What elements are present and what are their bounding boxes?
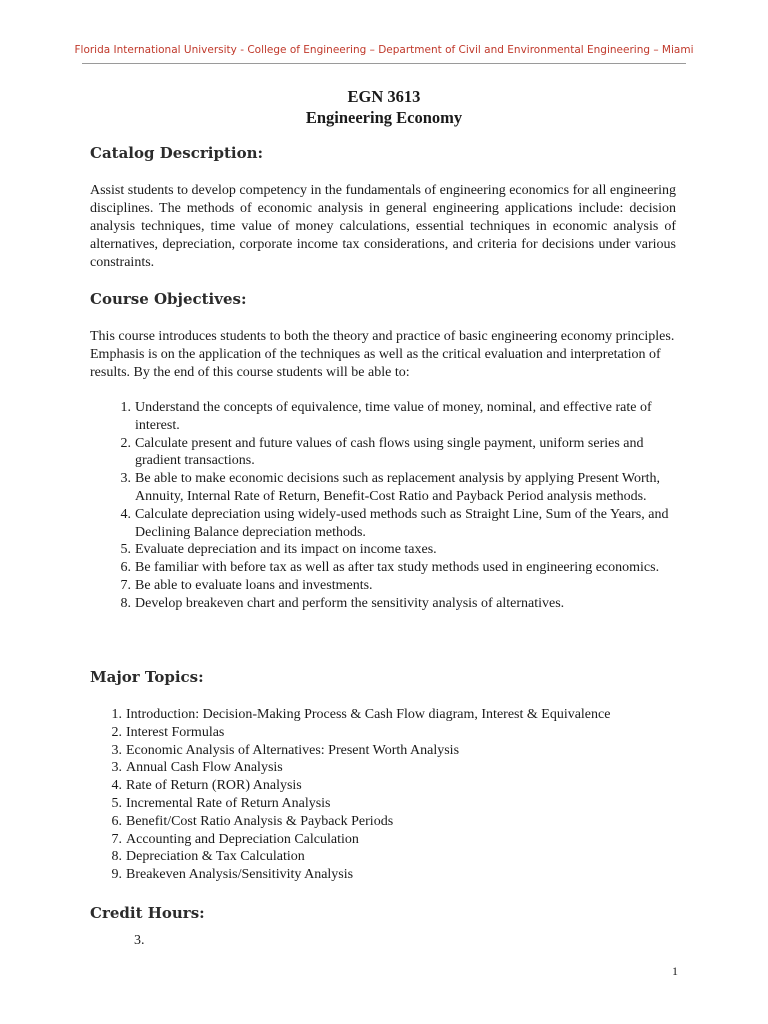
list-item-text: Evaluate depreciation and its impact on income taxes. bbox=[135, 542, 437, 558]
course-code: EGN 3613 bbox=[347, 87, 421, 106]
list-item-text: Incremental Rate of Return Analysis bbox=[126, 795, 331, 811]
list-item bbox=[111, 724, 676, 742]
list-item-number: 9. bbox=[111, 867, 122, 883]
list-item bbox=[120, 470, 676, 506]
list-item bbox=[111, 813, 676, 831]
list-item-text: Breakeven Analysis/Sensitivity Analysis bbox=[126, 867, 354, 883]
list-item-number: 7. bbox=[120, 577, 131, 593]
list-item-number: 3. bbox=[111, 742, 122, 758]
list-item bbox=[111, 831, 676, 849]
credit-hours-value: 3. bbox=[134, 933, 145, 948]
course-title-block bbox=[0, 86, 768, 128]
list-item-text: Develop breakeven chart and perform the sensitivity analysis of alternatives. bbox=[135, 595, 565, 611]
topics-list bbox=[111, 706, 676, 884]
list-item-number: 6. bbox=[111, 813, 122, 829]
credit-hours-heading: Credit Hours: bbox=[90, 904, 205, 922]
list-item-text: Understand the concepts of equivalence, time value of money, nominal, and effective rate of interest. bbox=[135, 400, 652, 433]
list-item-number: 8. bbox=[120, 595, 131, 611]
list-item-number: 2. bbox=[111, 724, 122, 740]
list-item-number: 5. bbox=[111, 795, 122, 811]
list-item bbox=[120, 399, 676, 435]
header-divider bbox=[82, 63, 686, 64]
catalog-heading: Catalog Description: bbox=[90, 144, 264, 162]
list-item bbox=[111, 706, 676, 724]
list-item bbox=[111, 795, 676, 813]
list-item-number: 3. bbox=[120, 471, 131, 487]
list-item-number: 2. bbox=[120, 435, 131, 451]
catalog-description: Assist students to develop competency in the fundamentals of engineering economics for all engineering disciplines. The methods of economic analysis in general engineering applications include: decision analysis techniques, time value of money calculations, essential techniques in economic analysis of alternatives, depreciation, corporate income tax considerations, and criteria for decisions under various constraints. bbox=[90, 183, 676, 270]
list-item-number: 8. bbox=[111, 849, 122, 865]
list-item bbox=[111, 848, 676, 866]
list-item-number: 4. bbox=[111, 778, 122, 794]
list-item-text: Interest Formulas bbox=[126, 724, 225, 740]
institution-header: Florida International University - College of Engineering – Department of Civil and Environmental Engineering – Miami bbox=[74, 44, 694, 56]
list-item-number: 5. bbox=[120, 542, 131, 558]
list-item bbox=[120, 435, 676, 471]
list-item bbox=[120, 541, 676, 559]
list-item-text: Benefit/Cost Ratio Analysis & Payback Periods bbox=[126, 813, 394, 829]
list-item bbox=[111, 777, 676, 795]
list-item bbox=[120, 577, 676, 595]
list-item-text: Be familiar with before tax as well as after tax study methods used in engineering economics. bbox=[135, 560, 660, 576]
list-item-number: 1. bbox=[111, 707, 122, 722]
objectives-list bbox=[120, 399, 676, 613]
list-item-number: 7. bbox=[111, 831, 122, 847]
list-item-text: Accounting and Depreciation Calculation bbox=[126, 831, 359, 847]
list-item bbox=[120, 506, 676, 542]
list-item-text: Calculate depreciation using widely-used methods such as Straight Line, Sum of the Years, and Declining Balance depreciation methods. bbox=[135, 506, 669, 540]
list-item-number: 1. bbox=[120, 400, 131, 415]
list-item-text: Be able to evaluate loans and investments. bbox=[135, 577, 373, 593]
list-item-text: Introduction: Decision-Making Process & Cash Flow diagram, Interest & Equivalence bbox=[126, 707, 611, 722]
list-item-text: Calculate present and future values of cash flows using single payment, uniform series and gradient transactions. bbox=[135, 435, 644, 469]
objectives-heading: Course Objectives: bbox=[90, 290, 247, 308]
list-item-text: Annual Cash Flow Analysis bbox=[126, 760, 283, 776]
list-item bbox=[111, 866, 676, 884]
course-name: Engineering Economy bbox=[305, 108, 463, 127]
list-item-text: Rate of Return (ROR) Analysis bbox=[126, 778, 302, 794]
list-item-text: Economic Analysis of Alternatives: Present Worth Analysis bbox=[126, 742, 460, 758]
list-item-number: 3. bbox=[111, 760, 122, 776]
page-number: 1 bbox=[672, 964, 678, 978]
topics-heading: Major Topics: bbox=[90, 668, 204, 686]
list-item-number: 6. bbox=[120, 560, 131, 576]
list-item bbox=[111, 759, 676, 777]
list-item bbox=[111, 742, 676, 760]
list-item-number: 4. bbox=[120, 506, 131, 522]
list-item-text: Depreciation & Tax Calculation bbox=[126, 849, 305, 865]
list-item bbox=[120, 595, 676, 613]
objectives-intro: This course introduces students to both the theory and practice of basic engineering economy principles. Emphasis is on the application of the techniques as well as the critical evaluation and interpretation of results. By the end of this course students will be able to: bbox=[90, 329, 675, 380]
list-item bbox=[120, 559, 676, 577]
list-item-text: Be able to make economic decisions such as replacement analysis by applying Present Worth, Annuity, Internal Rate of Return, Benefit-Cost Ratio and Payback Period analysis methods. bbox=[135, 471, 661, 504]
